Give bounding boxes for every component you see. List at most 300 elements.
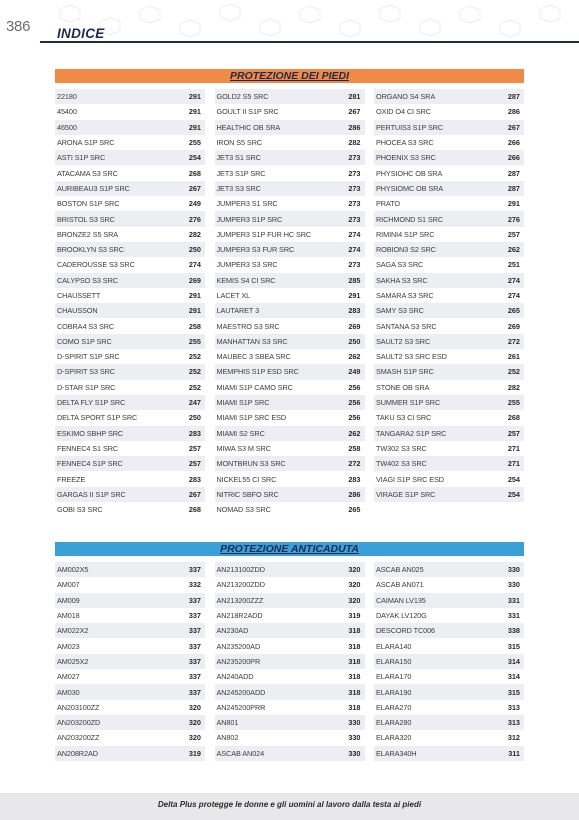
page-reference: 318 [348, 641, 361, 651]
product-name: SMASH S1P SRC [376, 367, 434, 377]
page-reference: 256 [348, 398, 361, 408]
product-name: GOULT II S1P SRC [216, 107, 279, 117]
index-column [55, 562, 205, 761]
index-entry [374, 395, 524, 410]
page-reference: 257 [507, 428, 520, 438]
index-entry [55, 395, 205, 410]
product-name: ELARA150 [376, 656, 412, 666]
product-name: ROBION3 S2 SRC [376, 245, 436, 255]
page-reference: 337 [188, 611, 201, 621]
index-entry [374, 426, 524, 441]
index-entry [374, 730, 524, 745]
index-entry [55, 288, 205, 303]
index-entry [215, 364, 365, 379]
index-entry [55, 165, 205, 180]
page-reference: 250 [188, 245, 201, 255]
index-entry [374, 562, 524, 577]
product-name: COBRA4 S3 SRC [57, 321, 115, 331]
product-name: FREEZE [57, 474, 86, 484]
page-reference: 319 [348, 611, 361, 621]
index-entry [55, 349, 205, 364]
index-entry [215, 196, 365, 211]
page-reference: 281 [348, 92, 361, 102]
product-name: CHAUSSETT [57, 291, 101, 300]
page-reference: 273 [348, 199, 361, 209]
product-name: AM007 [57, 580, 80, 590]
index-entry [55, 638, 205, 653]
page-reference: 255 [507, 398, 520, 408]
index-entry [55, 730, 205, 745]
index-entry [215, 120, 365, 135]
page-reference: 330 [507, 565, 520, 575]
page-reference: 338 [507, 626, 520, 636]
index-column [55, 89, 205, 517]
page-reference: 258 [348, 443, 361, 453]
product-name: SUMMER S1P SRC [376, 398, 441, 408]
product-name: ASTI S1P SRC [57, 153, 106, 163]
page-reference: 331 [507, 595, 520, 605]
index-entry [55, 441, 205, 456]
index-entry [374, 196, 524, 211]
product-name: CADEROUSSE S3 SRC [57, 260, 135, 270]
index-entry [215, 318, 365, 333]
product-name: LAUTARET 3 [216, 306, 260, 316]
product-name: ASCAB AN024 [216, 748, 265, 758]
page-reference: 318 [348, 626, 361, 636]
index-entry [215, 608, 365, 623]
index-entry [374, 211, 524, 226]
index-entry [55, 608, 205, 623]
page-reference: 286 [348, 122, 361, 132]
index-entry [55, 334, 205, 349]
page-reference: 261 [507, 352, 520, 362]
product-name: AN218R2ADD [216, 611, 263, 621]
index-entry [55, 623, 205, 638]
page-reference: 318 [348, 687, 361, 697]
product-name: ELARA140 [376, 641, 412, 651]
page-reference: 330 [507, 580, 520, 590]
product-name: ORGANO S4 SRA [376, 92, 436, 102]
product-name: VIAGI S1P SRC ESD [376, 474, 444, 484]
product-name: ELARA190 [376, 687, 412, 697]
page-reference: 250 [188, 413, 201, 423]
product-name: PRATO [376, 199, 400, 209]
page-reference: 272 [507, 336, 520, 346]
product-name: HEALTHIC OB SRA [216, 122, 281, 132]
page-reference: 283 [188, 474, 201, 484]
page-reference: 331 [507, 611, 520, 621]
product-name: AM023 [57, 641, 80, 651]
page-reference: 330 [348, 718, 361, 728]
index-entry [374, 380, 524, 395]
index-entry [55, 746, 205, 761]
page-reference: 318 [348, 672, 361, 682]
index-entry [55, 242, 205, 257]
index-entry [215, 380, 365, 395]
index-entry [215, 623, 365, 638]
product-name: AN240ADD [216, 672, 254, 682]
index-entry [215, 288, 365, 303]
index-entry [215, 487, 365, 502]
product-name: SANTANA S3 SRC [376, 321, 437, 331]
page-reference: 254 [188, 153, 201, 163]
index-entry [374, 410, 524, 425]
index-entry [215, 669, 365, 684]
index-entry [374, 669, 524, 684]
header-divider [40, 41, 579, 43]
page-reference: 313 [507, 702, 520, 712]
page-reference: 286 [348, 489, 361, 499]
index-entry [374, 364, 524, 379]
page-reference: 318 [348, 702, 361, 712]
product-name: AM025X2 [57, 656, 89, 666]
index-entry [215, 89, 365, 104]
product-name: CAIMAN LV135 [376, 595, 426, 605]
page-reference: 255 [188, 336, 201, 346]
index-column [215, 562, 365, 761]
page-reference: 269 [348, 321, 361, 331]
page-reference: 268 [188, 168, 201, 178]
product-name: ELARA320 [376, 733, 412, 743]
page-reference: 311 [508, 748, 520, 758]
product-name: SAKHA S3 SRC [376, 275, 428, 285]
index-entry [374, 654, 524, 669]
index-entry [215, 502, 365, 517]
product-name: PHOCEA S3 SRC [376, 138, 434, 148]
page-reference: 249 [188, 199, 201, 209]
product-name: AN208R2AD [57, 748, 98, 758]
index-entry [55, 135, 205, 150]
page-header [0, 0, 579, 48]
product-name: PHYSIOMC OB SRA [376, 183, 444, 193]
page-reference: 274 [348, 229, 361, 239]
index-entry [55, 410, 205, 425]
page-reference: 291 [188, 306, 201, 316]
index-entry [55, 273, 205, 288]
page-reference: 273 [348, 183, 361, 193]
index-entry [55, 181, 205, 196]
index-entry [55, 700, 205, 715]
section-title: PROTEZIONE ANTICADUTA [55, 542, 524, 556]
product-name: GARGAS II S1P SRC [57, 489, 126, 499]
product-name: IRON S5 SRC [216, 138, 263, 148]
page-reference: 330 [348, 733, 361, 743]
index-entry [374, 273, 524, 288]
page-reference: 249 [348, 367, 361, 377]
product-name: 22180 [57, 92, 77, 102]
product-name: D-STAR S1P SRC [57, 382, 116, 392]
page-reference: 252 [188, 382, 201, 392]
index-entry [215, 349, 365, 364]
index-entry [55, 577, 205, 592]
product-name: BRISTOL S3 SRC [57, 214, 115, 224]
page-reference: 287 [507, 168, 520, 178]
product-name: MANHATTAN S3 SRC [216, 336, 288, 346]
product-name: PHOENIX S3 SRC [376, 153, 436, 163]
index-entry [215, 135, 365, 150]
page-reference: 266 [507, 138, 520, 148]
page-reference: 291 [348, 291, 361, 300]
page-reference: 265 [507, 306, 520, 316]
product-name: DESCORD TC006 [376, 626, 435, 636]
page-reference: 287 [507, 183, 520, 193]
page-reference: 337 [188, 626, 201, 636]
page-reference: 291 [188, 92, 201, 102]
product-name: JET3 S1P SRC [216, 168, 266, 178]
index-entry [55, 456, 205, 471]
product-name: ELARA340H [376, 748, 417, 758]
page-reference: 291 [188, 122, 201, 132]
page-reference: 291 [188, 107, 201, 117]
index-entry [215, 242, 365, 257]
page-reference: 267 [507, 122, 520, 132]
index-entry [55, 380, 205, 395]
product-name: ELARA170 [376, 672, 412, 682]
product-name: ARONA S1P SRC [57, 138, 115, 148]
page-number: 386 [6, 18, 31, 35]
product-name: PHYSIOHC OB SRA [376, 168, 443, 178]
index-columns [55, 89, 524, 517]
page-reference: 273 [348, 153, 361, 163]
product-name: AN213200ZDD [216, 580, 265, 590]
index-entry [55, 502, 205, 517]
page-reference: 257 [188, 443, 201, 453]
index-entry [374, 181, 524, 196]
product-name: AN235200PR [216, 656, 261, 666]
product-name: AN245200PRR [216, 702, 266, 712]
page-reference: 274 [507, 275, 520, 285]
product-name: TW402 S3 SRC [376, 459, 427, 469]
page-title: INDICE [57, 26, 105, 41]
page-reference: 267 [188, 183, 201, 193]
product-name: MIAMI S1P CAMO SRC [216, 382, 293, 392]
page-reference: 256 [348, 413, 361, 423]
page-reference: 262 [507, 245, 520, 255]
page-reference: 320 [348, 580, 361, 590]
page-reference: 285 [348, 275, 361, 285]
page-reference: 258 [188, 321, 201, 331]
page-reference: 252 [188, 367, 201, 377]
page-reference: 283 [348, 306, 361, 316]
product-name: SAGA S3 SRC [376, 260, 424, 270]
page-reference: 262 [348, 352, 361, 362]
page-reference: 247 [188, 398, 201, 408]
product-name: ELARA280 [376, 718, 412, 728]
product-name: JUMPER3 S1 SRC [216, 199, 278, 209]
product-name: AM027 [57, 672, 80, 682]
product-name: ASCAB AN071 [376, 580, 424, 590]
index-entry [215, 227, 365, 242]
page-reference: 337 [188, 672, 201, 682]
page-reference: 330 [348, 748, 361, 758]
page-reference: 274 [507, 291, 520, 300]
page-reference: 267 [188, 489, 201, 499]
index-entry [55, 318, 205, 333]
product-name: CHAUSSON [57, 306, 98, 316]
index-entry [215, 104, 365, 119]
product-name: LACET XL [216, 291, 251, 300]
page-reference: 318 [348, 656, 361, 666]
page-reference: 274 [188, 260, 201, 270]
index-entry [374, 104, 524, 119]
index-entry [215, 410, 365, 425]
page-reference: 315 [507, 687, 520, 697]
index-column [374, 89, 524, 517]
index-entry [55, 364, 205, 379]
page-reference: 291 [188, 291, 201, 300]
index-entry [55, 211, 205, 226]
product-name: AN213200ZZZ [216, 595, 264, 605]
page-reference: 266 [507, 153, 520, 163]
product-name: MIWA S3 M SRC [216, 443, 271, 453]
page-reference: 272 [348, 459, 361, 469]
hexagon-pattern-icon [40, 4, 579, 42]
index-entry [374, 318, 524, 333]
product-name: MIAMI S2 SRC [216, 428, 265, 438]
product-name: STONE OB SRA [376, 382, 430, 392]
index-entry [55, 150, 205, 165]
product-name: MONTBRUN S3 SRC [216, 459, 286, 469]
page-reference: 337 [188, 687, 201, 697]
page-reference: 252 [188, 352, 201, 362]
product-name: TAKU S3 CI SRC [376, 413, 432, 423]
page-reference: 252 [507, 367, 520, 377]
index-entry [374, 608, 524, 623]
product-name: JET3 S1 SRC [216, 153, 261, 163]
index-entry [215, 273, 365, 288]
page-reference: 337 [188, 595, 201, 605]
product-name: JET3 S3 SRC [216, 183, 261, 193]
index-entry [215, 638, 365, 653]
product-name: NICKEL55 CI SRC [216, 474, 277, 484]
page-reference: 250 [348, 336, 361, 346]
page-reference: 337 [188, 641, 201, 651]
page-reference: 332 [188, 580, 201, 590]
product-name: RICHMOND S1 SRC [376, 214, 444, 224]
product-name: GOBI S3 SRC [57, 505, 103, 515]
index-entry [374, 242, 524, 257]
product-name: DELTA SPORT S1P SRC [57, 413, 138, 423]
page-reference: 273 [348, 260, 361, 270]
product-name: 46500 [57, 122, 77, 132]
page-reference: 282 [507, 382, 520, 392]
product-name: D-SPIRIT S3 SRC [57, 367, 115, 377]
index-entry [215, 395, 365, 410]
product-name: GOLD2 S5 SRC [216, 92, 269, 102]
page-reference: 255 [188, 138, 201, 148]
index-entry [374, 120, 524, 135]
product-name: NOMAD S3 SRC [216, 505, 271, 515]
page-reference: 269 [188, 275, 201, 285]
product-name: ATACAMA S3 SRC [57, 168, 118, 178]
index-entry [374, 150, 524, 165]
index-entry [374, 441, 524, 456]
index-entry [215, 684, 365, 699]
index-entry [215, 181, 365, 196]
index-entry [215, 700, 365, 715]
page-reference: 315 [507, 641, 520, 651]
page-reference: 283 [348, 474, 361, 484]
product-name: AN801 [216, 718, 239, 728]
page-reference: 273 [348, 168, 361, 178]
product-name: AN213100ZDD [216, 565, 265, 575]
product-name: FENNEC4 S1P SRC [57, 459, 123, 469]
product-name: 45400 [57, 107, 77, 117]
index-entry [374, 700, 524, 715]
index-entry [374, 303, 524, 318]
index-entry [55, 593, 205, 608]
page-reference: 256 [348, 382, 361, 392]
product-name: DELTA FLY S1P SRC [57, 398, 126, 408]
page-reference: 314 [507, 672, 520, 682]
index-entry [374, 456, 524, 471]
index-entry [215, 211, 365, 226]
index-entry [55, 684, 205, 699]
index-entry [55, 89, 205, 104]
index-entry [374, 593, 524, 608]
index-entry [215, 746, 365, 761]
page-reference: 283 [188, 428, 201, 438]
index-entry [374, 623, 524, 638]
index-entry [374, 638, 524, 653]
index-entry [55, 257, 205, 272]
product-name: SAMARA S3 SRC [376, 291, 434, 300]
index-entry [215, 654, 365, 669]
section-protezione-piedi [55, 69, 524, 517]
index-entry [55, 471, 205, 486]
product-name: DAYAK LV120G [376, 611, 427, 621]
index-entry [55, 715, 205, 730]
product-name: AN203200ZZ [57, 733, 100, 743]
index-entry [374, 89, 524, 104]
page-reference: 286 [507, 107, 520, 117]
index-column [215, 89, 365, 517]
index-entry [374, 471, 524, 486]
index-entry [215, 730, 365, 745]
product-name: ASCAB AN025 [376, 565, 424, 575]
index-entry [215, 577, 365, 592]
page-reference: 268 [188, 505, 201, 515]
product-name: ESKIMO SBHP SRC [57, 428, 124, 438]
index-entry [374, 684, 524, 699]
product-name: BOSTON S1P SRC [57, 199, 120, 209]
index-entry [55, 120, 205, 135]
page-footer: Delta Plus protegge le donne e gli uomini al lavoro dalla testa ai piedi [0, 793, 579, 820]
page-reference: 291 [507, 199, 520, 209]
product-name: JUMPER3 S1P SRC [216, 214, 283, 224]
index-entry [55, 669, 205, 684]
index-entry [55, 562, 205, 577]
product-name: MIAMI S1P SRC ESD [216, 413, 287, 423]
page-reference: 319 [188, 748, 201, 758]
product-name: CALYPSO S3 SRC [57, 275, 118, 285]
product-name: TANGARA2 S1P SRC [376, 428, 447, 438]
index-entry [374, 334, 524, 349]
page-reference: 254 [507, 489, 520, 499]
product-name: MAESTRO S3 SRC [216, 321, 280, 331]
index-entry [55, 303, 205, 318]
product-name: OXID O4 CI SRC [376, 107, 431, 117]
index-entry [215, 715, 365, 730]
index-entry [374, 487, 524, 502]
index-entry [215, 441, 365, 456]
product-name: NITRIC SBFO SRC [216, 489, 279, 499]
product-name: AN802 [216, 733, 239, 743]
index-entry [55, 104, 205, 119]
page-reference: 287 [507, 92, 520, 102]
product-name: AM018 [57, 611, 80, 621]
product-name: AN203200ZD [57, 718, 101, 728]
